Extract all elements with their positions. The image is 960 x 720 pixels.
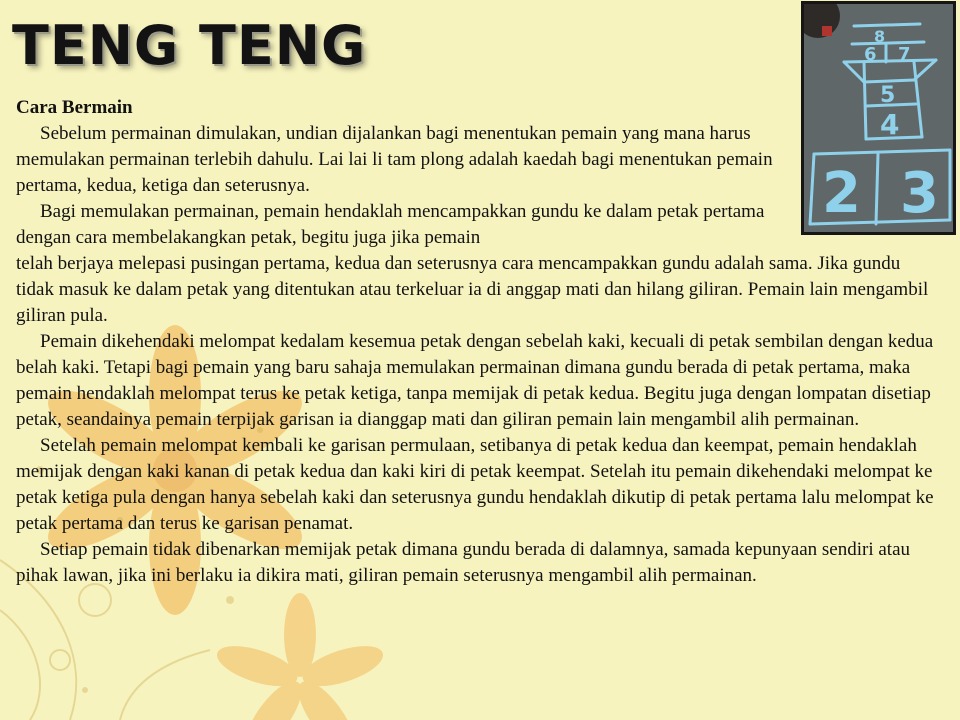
text-line: Setiap pemain tidak dibenarkan memijak petak dimana gundu berada di dalamnya, samada xyxy=(40,539,731,560)
text-line: Setelah pemain melompat kembali ke garisan permulaan, setibanya di petak kedua dan xyxy=(40,435,700,456)
paragraph-4 xyxy=(16,433,940,537)
paragraph-2 xyxy=(16,199,806,251)
photo-number-3: 3 xyxy=(900,161,939,226)
text-line: sembilan dengan kedua belah kaki. Tetapi bagi pemain yang baru sahaja memulakan permainan xyxy=(16,331,934,378)
text-line: adalah sama. Jika gundu tidak masuk ke dalam petak yang ditentukan atau terkeluar ia di anggap xyxy=(16,253,901,300)
section-heading: Cara Bermain xyxy=(16,97,133,118)
text-line: tanpa memijak di petak kedua. Begitu juga dengan lompatan disetiap petak, seandainya pemain xyxy=(16,383,931,430)
text-line: mengambil alih permainan. xyxy=(548,565,757,586)
photo-number-2: 2 xyxy=(822,161,861,226)
text-line: kepunyaan sendiri atau pihak lawan, jika ini berlaku ia dikira mati, giliran pemain seterusnya xyxy=(16,539,911,586)
text-line: Sebelum permainan dimulakan, undian dijalankan bagi menentukan pemain xyxy=(40,123,618,144)
text-line: telah berjaya melepasi pusingan pertama, kedua dan seterusnya cara mencampakkan gundu xyxy=(16,253,710,274)
text-line: keempat, pemain hendaklah memijak dengan kaki kanan di petak kedua dan kaki kiri di petak xyxy=(16,435,917,482)
photo-number-7: 7 xyxy=(898,44,911,65)
text-line: keempat. Setelah itu pemain dikehendaki melompat ke petak ketiga pula dengan hanya sebelah xyxy=(16,461,933,508)
text-line: mati dan hilang giliran. Pemain lain mengambil giliran pula. xyxy=(16,279,929,326)
text-line: terpijak garisan ia dianggap mati dan giliran pemain lain mengambil alih permainan. xyxy=(216,409,860,430)
photo-number-4: 4 xyxy=(880,108,900,141)
photo-number-8: 8 xyxy=(874,27,886,46)
text-line: dan terus ke garisan penamat. xyxy=(127,513,354,534)
text-line: adalah kaedah bagi menentukan pemain pertama, kedua, ketiga dan seterusnya. xyxy=(16,149,773,196)
page-title: TENG TENG xyxy=(12,14,367,77)
paragraph-2-continued xyxy=(16,251,940,329)
rules-text xyxy=(16,95,940,589)
paragraph-1 xyxy=(16,121,776,199)
text-line: kaki dan seterusnya gundu hendaklah dikutip di petak pertama lalu melompat ke petak pertama xyxy=(16,487,934,534)
paragraph-5 xyxy=(16,537,940,589)
photo-number-5: 5 xyxy=(880,83,896,108)
photo-number-6: 6 xyxy=(864,44,877,65)
text-line: dalam petak pertama dengan cara membelakangkan petak, begitu juga jika pemain xyxy=(16,201,765,248)
text-line: Bagi memulakan permainan, pemain hendaklah mencampakkan gundu ke xyxy=(40,201,602,222)
text-line: yang mana harus memulakan permainan terlebih dahulu. Lai lai li tam plong xyxy=(16,123,751,170)
paragraph-3 xyxy=(16,329,940,433)
text-line: dimana gundu berada di petak pertama, maka pemain hendaklah melompat terus ke petak ketiga, xyxy=(16,357,911,404)
text-line: Pemain dikehendaki melompat kedalam kesemua petak dengan sebelah kaki, kecuali di petak xyxy=(40,331,751,352)
